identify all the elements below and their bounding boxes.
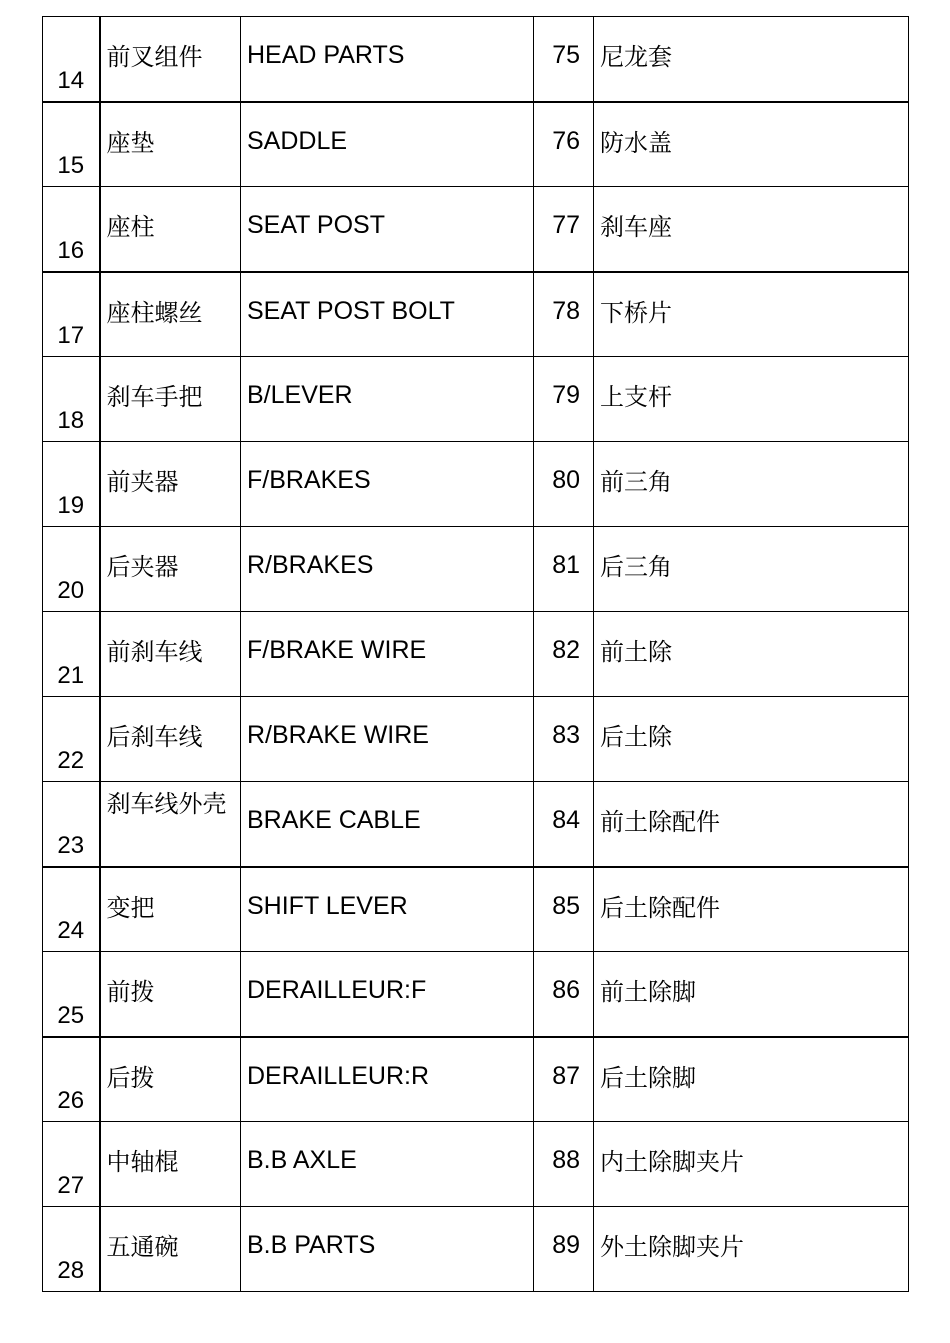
item-name-chinese: 座垫 <box>100 102 241 187</box>
item-number-right: 88 <box>534 1122 594 1207</box>
item-name-english: DERAILLEUR:F <box>241 952 534 1037</box>
table-row <box>43 272 909 357</box>
table-row <box>43 697 909 782</box>
item-name-english: B.B PARTS <box>241 1207 534 1292</box>
item-name-chinese-right: 尼龙套 <box>594 17 909 102</box>
item-name-chinese: 刹车手把 <box>100 357 241 442</box>
item-name-chinese-right: 内土除脚夹片 <box>594 1122 909 1207</box>
item-number-right: 76 <box>534 102 594 187</box>
parts-table <box>42 16 909 1292</box>
item-name-chinese-right: 后土除脚 <box>594 1037 909 1122</box>
table-row <box>43 952 909 1037</box>
item-name-chinese: 前叉组件 <box>100 17 241 102</box>
item-number-right: 83 <box>534 697 594 782</box>
item-name-english: R/BRAKES <box>241 527 534 612</box>
item-number: 19 <box>43 442 100 527</box>
item-name-chinese-right: 防水盖 <box>594 102 909 187</box>
item-name-chinese: 五通碗 <box>100 1207 241 1292</box>
item-number: 23 <box>43 782 100 867</box>
item-name-chinese-right: 下桥片 <box>594 272 909 357</box>
item-number-right: 81 <box>534 527 594 612</box>
item-name-english: B.B AXLE <box>241 1122 534 1207</box>
item-name-english: DERAILLEUR:R <box>241 1037 534 1122</box>
item-name-chinese-right: 后土除配件 <box>594 867 909 952</box>
item-name-english: B/LEVER <box>241 357 534 442</box>
item-name-chinese: 座柱螺丝 <box>100 272 241 357</box>
item-name-chinese-right: 前三角 <box>594 442 909 527</box>
item-number-right: 80 <box>534 442 594 527</box>
item-number: 15 <box>43 102 100 187</box>
item-number-right: 82 <box>534 612 594 697</box>
item-name-chinese: 前刹车线 <box>100 612 241 697</box>
item-number: 18 <box>43 357 100 442</box>
table-row <box>43 1122 909 1207</box>
item-number-right: 89 <box>534 1207 594 1292</box>
item-name-english: R/BRAKE WIRE <box>241 697 534 782</box>
item-number: 24 <box>43 867 100 952</box>
item-name-chinese-right: 后三角 <box>594 527 909 612</box>
item-name-chinese-right: 前土除配件 <box>594 782 909 867</box>
item-number: 27 <box>43 1122 100 1207</box>
item-name-chinese: 变把 <box>100 867 241 952</box>
item-number: 17 <box>43 272 100 357</box>
item-name-english: SADDLE <box>241 102 534 187</box>
item-name-english: F/BRAKE WIRE <box>241 612 534 697</box>
item-name-chinese-right: 外土除脚夹片 <box>594 1207 909 1292</box>
item-number: 26 <box>43 1037 100 1122</box>
item-name-chinese: 后刹车线 <box>100 697 241 782</box>
item-name-chinese: 刹车线外壳 <box>100 782 241 867</box>
item-number-right: 84 <box>534 782 594 867</box>
table-row <box>43 187 909 272</box>
table-row <box>43 102 909 187</box>
table-row <box>43 782 909 867</box>
item-number-right: 87 <box>534 1037 594 1122</box>
table-row <box>43 357 909 442</box>
item-number: 14 <box>43 17 100 102</box>
item-name-chinese: 后拨 <box>100 1037 241 1122</box>
item-name-english: SEAT POST <box>241 187 534 272</box>
item-name-chinese-right: 上支杆 <box>594 357 909 442</box>
item-name-english: HEAD PARTS <box>241 17 534 102</box>
item-number: 22 <box>43 697 100 782</box>
item-name-chinese-right: 前土除 <box>594 612 909 697</box>
item-name-english: F/BRAKES <box>241 442 534 527</box>
item-name-chinese-right: 刹车座 <box>594 187 909 272</box>
item-number-right: 77 <box>534 187 594 272</box>
item-name-chinese: 前拨 <box>100 952 241 1037</box>
item-name-english: BRAKE CABLE <box>241 782 534 867</box>
table-row <box>43 442 909 527</box>
document-page <box>42 16 908 1292</box>
item-number: 20 <box>43 527 100 612</box>
table-row <box>43 867 909 952</box>
item-name-chinese: 后夹器 <box>100 527 241 612</box>
item-name-chinese-right: 后土除 <box>594 697 909 782</box>
item-name-chinese: 前夹器 <box>100 442 241 527</box>
item-number-right: 75 <box>534 17 594 102</box>
item-number: 28 <box>43 1207 100 1292</box>
item-number: 25 <box>43 952 100 1037</box>
item-name-chinese: 中轴棍 <box>100 1122 241 1207</box>
item-number: 16 <box>43 187 100 272</box>
table-row <box>43 527 909 612</box>
item-name-english: SHIFT LEVER <box>241 867 534 952</box>
item-number-right: 78 <box>534 272 594 357</box>
item-number-right: 85 <box>534 867 594 952</box>
table-row <box>43 612 909 697</box>
table-row <box>43 1207 909 1292</box>
item-name-chinese: 座柱 <box>100 187 241 272</box>
item-number-right: 86 <box>534 952 594 1037</box>
item-name-chinese-right: 前土除脚 <box>594 952 909 1037</box>
item-name-english: SEAT POST BOLT <box>241 272 534 357</box>
table-row <box>43 17 909 102</box>
item-number-right: 79 <box>534 357 594 442</box>
table-row <box>43 1037 909 1122</box>
item-number: 21 <box>43 612 100 697</box>
